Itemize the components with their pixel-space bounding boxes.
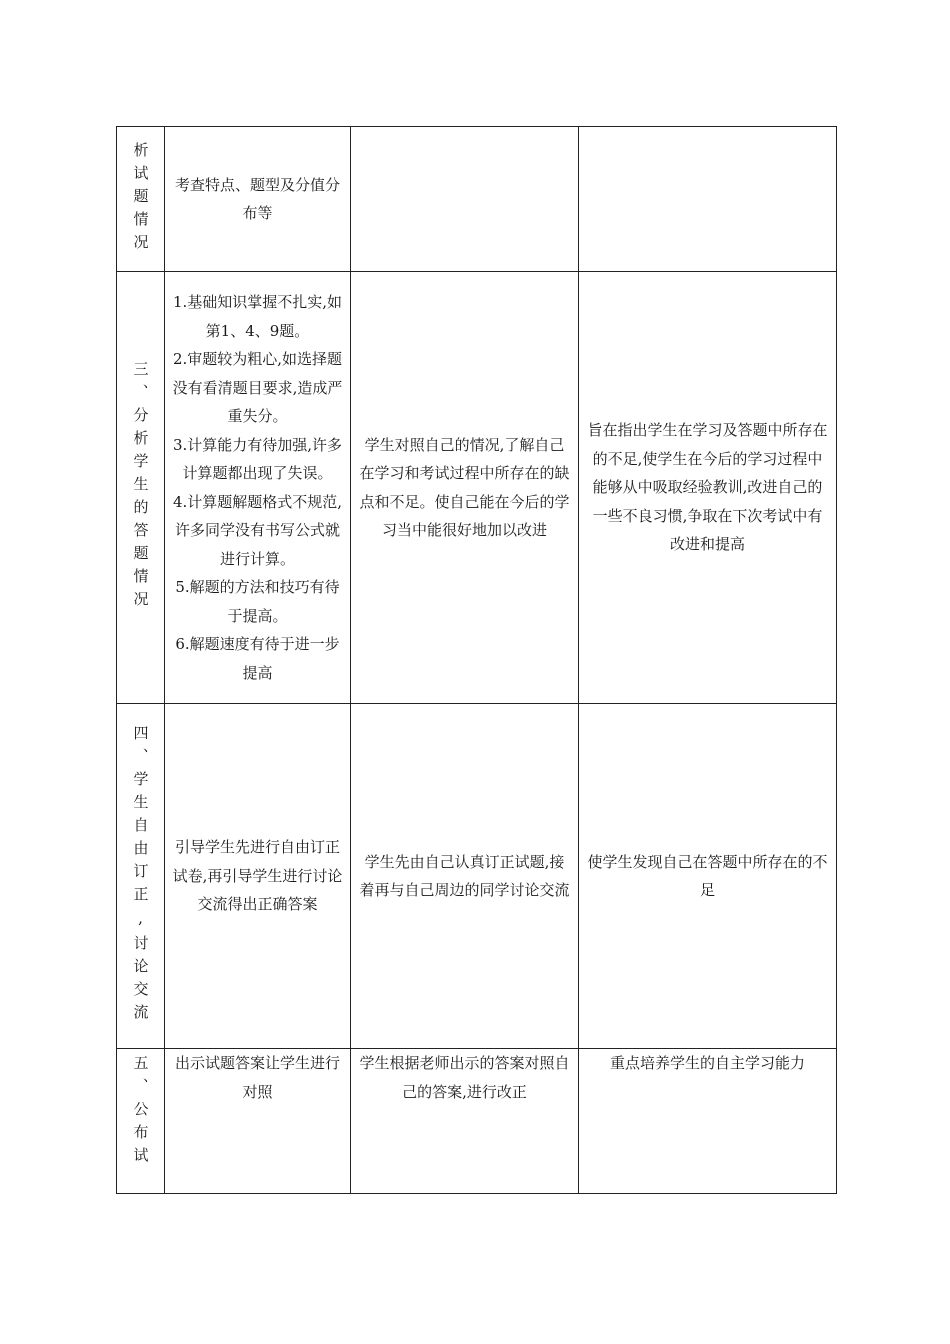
table-row	[117, 127, 837, 272]
teacher-activity-cell	[165, 272, 351, 704]
student-activity-cell: 学生先由自己认真订正试题,接着再与自己周边的同学讨论交流	[351, 704, 579, 1049]
list-item: 2.审题较为粗心,如选择题没有看清题目要求,造成严重失分。	[172, 350, 343, 425]
table-row	[117, 272, 837, 704]
step-cell	[117, 127, 165, 272]
step-label: 三、分析学生的答题情况	[131, 361, 150, 614]
design-intent-cell	[579, 127, 837, 272]
step-cell	[117, 704, 165, 1049]
table-row	[117, 1049, 837, 1194]
teacher-activity-cell: 引导学生先进行自由订正试卷,再引导学生进行讨论交流得出正确答案	[165, 704, 351, 1049]
lesson-plan-table	[116, 126, 837, 1194]
design-intent-cell: 使学生发现自己在答题中所存在的不足	[579, 704, 837, 1049]
student-activity-cell	[351, 127, 579, 272]
student-activity-cell: 学生对照自己的情况,了解自己在学习和考试过程中所存在的缺点和不足。使自己能在今后的学习当中能很好地加以改进	[351, 272, 579, 704]
list-item: 5.解题的方法和技巧有待于提高。	[175, 578, 340, 625]
design-intent-cell: 重点培养学生的自主学习能力	[579, 1049, 837, 1194]
step-cell	[117, 272, 165, 704]
teacher-activity-cell: 考查特点、题型及分值分布等	[165, 127, 351, 272]
list-item: 6.解题速度有待于进一步提高	[175, 635, 340, 682]
student-activity-cell: 学生根据老师出示的答案对照自己的答案,进行改正	[351, 1049, 579, 1194]
step-label: 五、公布试	[131, 1055, 150, 1170]
list-item: 4.计算题解题格式不规范,许多同学没有书写公式就进行计算。	[172, 492, 343, 568]
table-row	[117, 704, 837, 1049]
step-label: 四、学生自由订正,讨论交流	[131, 725, 150, 1027]
list-item: 3.计算能力有待加强,许多计算题都出现了失误。	[172, 435, 343, 482]
list-item: 1.基础知识掌握不扎实,如第1、4、9题。	[172, 293, 343, 340]
step-cell	[117, 1049, 165, 1194]
teacher-activity-cell: 出示试题答案让学生进行对照	[165, 1049, 351, 1194]
step-label: 析试题情况	[131, 141, 150, 257]
design-intent-cell: 旨在指出学生在学习及答题中所存在的不足,使学生在今后的学习过程中能够从中吸取经验教训,改进自己的一些不良习惯,争取在下次考试中有改进和提高	[579, 272, 837, 704]
